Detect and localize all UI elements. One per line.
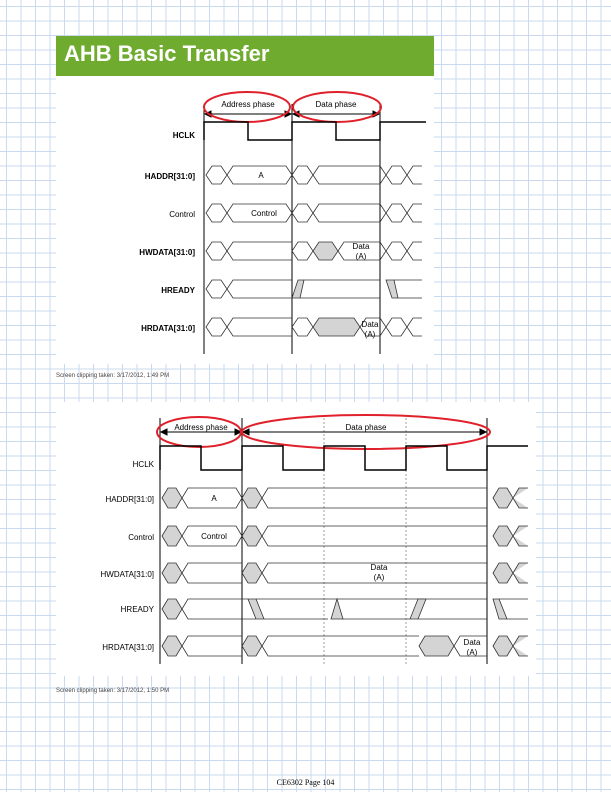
- hready-waveform: [206, 280, 422, 298]
- hwdata-waveform: [206, 242, 422, 260]
- hwdata-waveform-2: [162, 563, 528, 583]
- address-phase-label-2: Address phase: [174, 423, 228, 432]
- hclk-waveform: [204, 122, 426, 140]
- hrdata-value-line2: (A): [364, 330, 376, 339]
- signal-label-control-2: Control: [128, 533, 154, 542]
- signal-label-hrdata: HRDATA[31:0]: [141, 324, 195, 333]
- signal-label-haddr: HADDR[31:0]: [144, 172, 195, 181]
- haddr-value: A: [258, 171, 264, 180]
- hwdata-value-line2: (A): [355, 252, 367, 261]
- signal-label-hwdata: HWDATA[31:0]: [139, 248, 195, 257]
- page-footer: CE6302 Page 104: [276, 778, 335, 787]
- hrdata-value-line1: Data: [361, 320, 379, 329]
- signal-label-hclk-2: HCLK: [132, 460, 154, 469]
- signal-label-control: Control: [169, 210, 195, 219]
- haddr-value-2: A: [211, 494, 217, 503]
- control-waveform: [206, 204, 422, 222]
- hwdata-value-2-line1: Data: [370, 563, 388, 572]
- hrdata-value-2-line2: (A): [466, 648, 478, 657]
- screen-clipping-caption-2: Screen clipping taken: 3/17/2012, 1:50 PM: [56, 688, 170, 694]
- data-phase-label-2: Data phase: [345, 423, 387, 432]
- signal-label-hready: HREADY: [161, 286, 195, 295]
- phase-markers: [204, 104, 380, 354]
- timing-diagram-2: [56, 402, 536, 676]
- hwdata-value-2-line2: (A): [373, 573, 385, 582]
- hready-waveform-2: [162, 599, 528, 619]
- signal-label-hclk: HCLK: [172, 131, 195, 140]
- signal-label-hwdata-2: HWDATA[31:0]: [100, 570, 154, 579]
- hrdata-value-2-line1: Data: [463, 638, 481, 647]
- hwdata-value-line1: Data: [352, 242, 370, 251]
- signal-label-hready-2: HREADY: [120, 605, 154, 614]
- screen-clipping-caption-1: Screen clipping taken: 3/17/2012, 1:49 PM: [56, 373, 170, 379]
- signal-label-hrdata-2: HRDATA[31:0]: [102, 643, 154, 652]
- data-phase-label: Data phase: [315, 100, 357, 109]
- control-value: Control: [251, 209, 277, 218]
- haddr-waveform: [206, 166, 422, 184]
- hrdata-waveform: [206, 318, 422, 336]
- slide-title: AHB Basic Transfer: [56, 36, 434, 76]
- timing-diagram-1: [56, 76, 434, 364]
- signal-label-haddr-2: HADDR[31:0]: [105, 495, 154, 504]
- control-value-2: Control: [201, 532, 227, 541]
- address-phase-label: Address phase: [221, 100, 275, 109]
- timing-diagram-1-svg: [56, 76, 434, 364]
- timing-diagram-2-svg: [56, 402, 536, 676]
- haddr-waveform-2: [162, 488, 528, 508]
